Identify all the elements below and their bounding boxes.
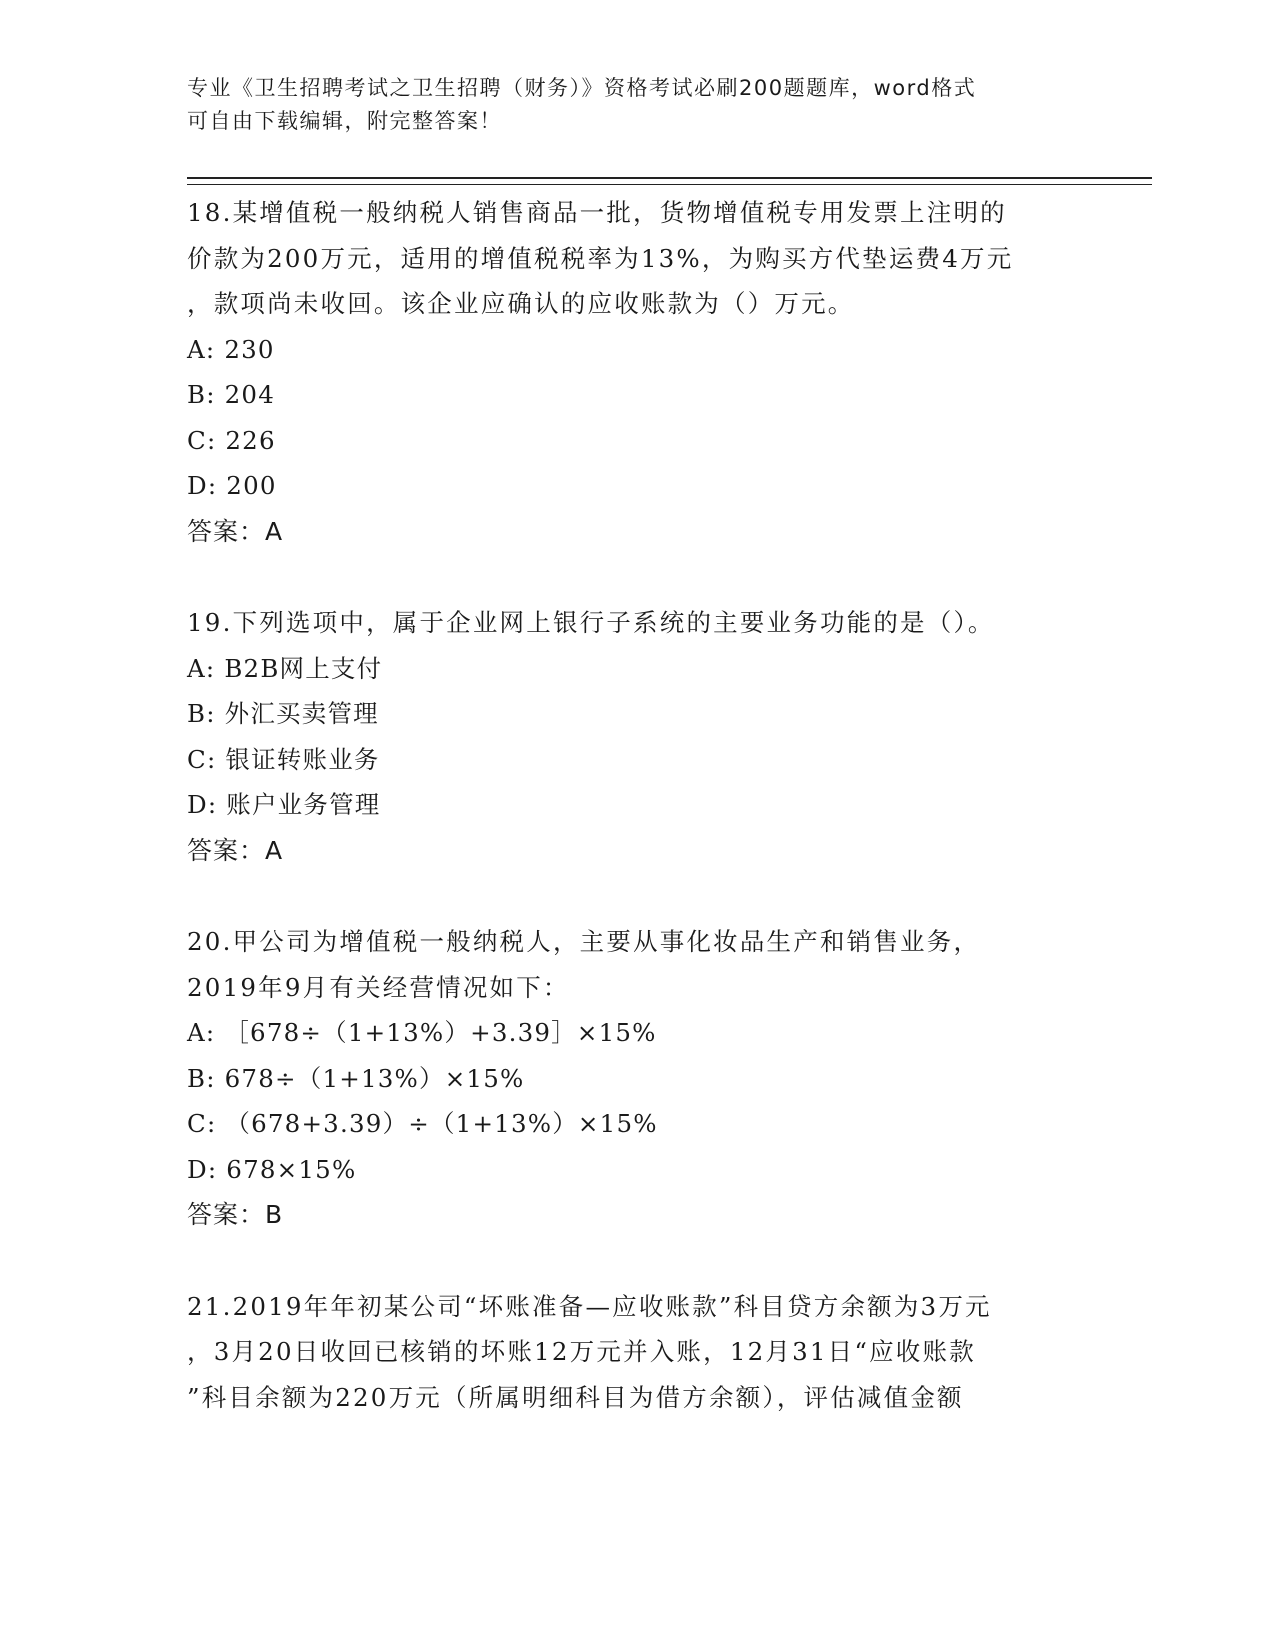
page-header [187,72,1087,138]
answer-label: 答案：A [187,516,284,546]
header-title-line-2: 可自由下载编辑，附完整答案！ [187,109,502,133]
question-text-line: 价款为200万元，适用的增值税税率为13%，为购买方代垫运费4万元 [187,243,1014,273]
option-d: D: 账户业务管理 [187,790,381,819]
option-a: A: B2B网上支付 [187,653,383,683]
option-c: C: 银证转账业务 [187,744,380,774]
question-20 [187,919,1087,1238]
question-text-line: 2019年9月有关经营情况如下： [187,972,570,1002]
option-d: D: 678×15% [187,1154,357,1184]
question-text-line: 21.2019年年初某公司“坏账准备—应收账款”科目贷方余额为3万元 [187,1291,992,1321]
option-d: D: 200 [187,471,277,500]
question-text [187,919,1087,1010]
option-a: A: 230 [187,334,275,364]
question-text-line: 19.下列选项中，属于企业网上银行子系统的主要业务功能的是（）。 [187,608,995,637]
question-text-line: ，3月20日收回已核销的坏账12万元并入账，12月31日“应收账款 [187,1337,976,1366]
question-text-line: 20.甲公司为增值税一般纳税人，主要从事化妆品生产和销售业务， [187,927,981,956]
option-c: C: （678+3.39）÷（1+13%）×15% [187,1109,658,1138]
question-text [187,1284,1087,1421]
question-text [187,190,1087,327]
option-c: C: 226 [187,425,276,455]
question-text-line: ”科目余额为220万元（所属明细科目为借方余额），评估减值金额 [187,1382,964,1412]
header-divider [187,177,1152,185]
question-19 [187,600,1087,873]
option-b: B: 外汇买卖管理 [187,699,379,728]
question-text [187,600,1087,646]
option-a: A: ［678÷（1+13%）+3.39］×15% [187,1018,657,1047]
option-b: B: 204 [187,380,276,409]
option-b: B: 678÷（1+13%）×15% [187,1063,525,1093]
answer-label: 答案：A [187,835,284,865]
header-title-line-1: 专业《卫生招聘考试之卫生招聘（财务）》资格考试必刷200题题库，word格式 [187,76,977,100]
question-18 [187,190,1087,554]
question-text-line: 18.某增值税一般纳税人销售商品一批，货物增值税专用发票上注明的 [187,198,1007,227]
question-text-line: ，款项尚未收回。该企业应确认的应收账款为（）万元。 [187,289,855,318]
answer-label: 答案：B [187,1200,284,1229]
question-21 [187,1284,1087,1421]
question-list [187,190,1087,1420]
